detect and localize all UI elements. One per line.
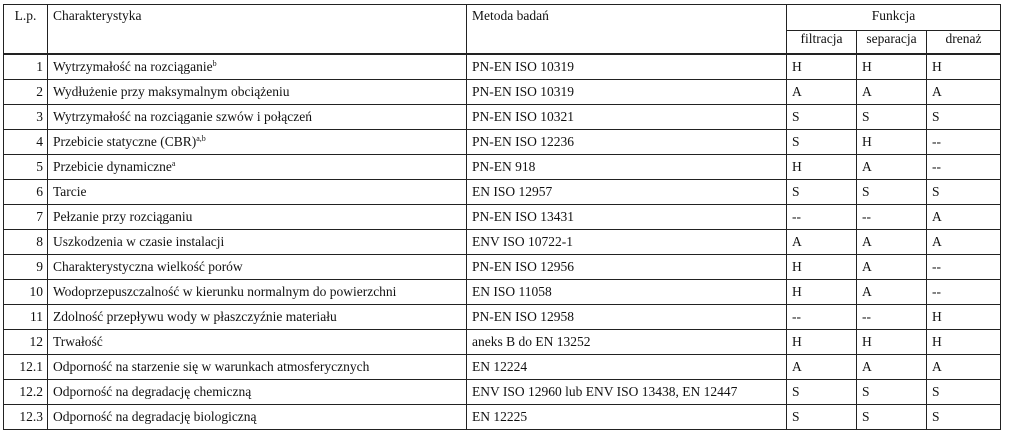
row-function-filtracja: A [787, 80, 857, 105]
row-method: PN-EN ISO 12958 [467, 305, 787, 330]
row-function-filtracja: S [787, 180, 857, 205]
row-function-drenaz: -- [927, 155, 1001, 180]
row-characteristic [48, 180, 467, 205]
header-function: Funkcja [787, 5, 1001, 31]
footnote-marker: a,b [196, 134, 206, 143]
row-function-separacja: S [857, 180, 927, 205]
row-lp: 5 [4, 155, 48, 180]
characteristic-text: Wytrzymałość na rozciąganie szwów i połączeń [53, 109, 312, 124]
row-function-separacja: A [857, 255, 927, 280]
table-row [4, 255, 1001, 280]
characteristic-text: Wytrzymałość na rozciąganie [53, 59, 213, 74]
header-function-filtracja: filtracja [787, 31, 857, 55]
row-characteristic [48, 155, 467, 180]
header-characteristic: Charakterystyka [48, 5, 467, 55]
row-method: PN-EN ISO 10321 [467, 105, 787, 130]
row-function-filtracja: S [787, 130, 857, 155]
row-function-filtracja: H [787, 155, 857, 180]
row-characteristic [48, 205, 467, 230]
header-lp: L.p. [4, 5, 48, 55]
header-method: Metoda badań [467, 5, 787, 55]
row-method: PN-EN 918 [467, 155, 787, 180]
table-row [4, 230, 1001, 255]
row-method: EN ISO 11058 [467, 280, 787, 305]
row-function-separacja: A [857, 355, 927, 380]
row-function-separacja: S [857, 380, 927, 405]
characteristic-text: Odporność na starzenie się w warunkach atmosferycznych [53, 359, 370, 374]
row-function-drenaz: H [927, 330, 1001, 355]
row-function-filtracja: S [787, 105, 857, 130]
row-lp: 4 [4, 130, 48, 155]
row-method: ENV ISO 10722-1 [467, 230, 787, 255]
row-characteristic [48, 405, 467, 430]
table-row [4, 355, 1001, 380]
characteristic-text: Tarcie [53, 184, 87, 199]
row-function-separacja: H [857, 130, 927, 155]
row-lp: 6 [4, 180, 48, 205]
row-method: aneks B do EN 13252 [467, 330, 787, 355]
row-function-separacja: A [857, 80, 927, 105]
row-function-drenaz: -- [927, 280, 1001, 305]
row-method: PN-EN ISO 12236 [467, 130, 787, 155]
row-function-drenaz: S [927, 180, 1001, 205]
row-function-separacja: S [857, 105, 927, 130]
row-function-drenaz: S [927, 405, 1001, 430]
row-function-filtracja: -- [787, 205, 857, 230]
row-characteristic [48, 330, 467, 355]
row-characteristic [48, 130, 467, 155]
footnote-marker: b [212, 59, 217, 68]
characteristic-text: Przebicie statyczne (CBR) [53, 134, 197, 149]
characteristic-text: Przebicie dynamiczne [53, 159, 172, 174]
characteristics-table [3, 4, 1001, 430]
characteristic-text: Odporność na degradację biologiczną [53, 409, 257, 424]
characteristic-text: Zdolność przepływu wody w płaszczyźnie materiału [53, 309, 337, 324]
row-method: EN ISO 12957 [467, 180, 787, 205]
row-function-filtracja: H [787, 280, 857, 305]
row-function-filtracja: H [787, 54, 857, 80]
table-row [4, 205, 1001, 230]
footnote-marker: a [171, 159, 176, 168]
row-function-filtracja: A [787, 355, 857, 380]
row-method: EN 12225 [467, 405, 787, 430]
row-lp: 2 [4, 80, 48, 105]
row-lp: 12.1 [4, 355, 48, 380]
characteristic-text: Odporność na degradację chemiczną [53, 384, 252, 399]
row-function-drenaz: -- [927, 255, 1001, 280]
row-method: PN-EN ISO 12956 [467, 255, 787, 280]
row-lp: 1 [4, 54, 48, 80]
row-characteristic [48, 230, 467, 255]
row-function-drenaz: -- [927, 130, 1001, 155]
row-function-drenaz: A [927, 230, 1001, 255]
row-function-separacja: -- [857, 205, 927, 230]
row-characteristic [48, 305, 467, 330]
row-function-separacja: A [857, 155, 927, 180]
row-function-filtracja: S [787, 405, 857, 430]
row-function-filtracja: A [787, 230, 857, 255]
row-function-separacja: H [857, 54, 927, 80]
row-function-filtracja: H [787, 255, 857, 280]
row-function-separacja: -- [857, 305, 927, 330]
row-function-separacja: H [857, 330, 927, 355]
table-row [4, 405, 1001, 430]
row-function-drenaz: A [927, 205, 1001, 230]
row-lp: 9 [4, 255, 48, 280]
header-function-separacja: separacja [857, 31, 927, 55]
row-method: EN 12224 [467, 355, 787, 380]
header-function-drenaz: drenaż [927, 31, 1001, 55]
row-lp: 12.3 [4, 405, 48, 430]
row-method: PN-EN ISO 10319 [467, 80, 787, 105]
row-function-drenaz: H [927, 54, 1001, 80]
row-method: ENV ISO 12960 lub ENV ISO 13438, EN 12447 [467, 380, 787, 405]
table-row [4, 380, 1001, 405]
row-function-separacja: A [857, 230, 927, 255]
row-lp: 11 [4, 305, 48, 330]
row-lp: 12 [4, 330, 48, 355]
row-characteristic [48, 54, 467, 80]
table-row [4, 180, 1001, 205]
row-characteristic [48, 80, 467, 105]
row-function-drenaz: S [927, 105, 1001, 130]
table-row [4, 305, 1001, 330]
row-function-filtracja: -- [787, 305, 857, 330]
row-function-filtracja: S [787, 380, 857, 405]
row-characteristic [48, 105, 467, 130]
table-row [4, 105, 1001, 130]
table-row [4, 330, 1001, 355]
row-function-separacja: S [857, 405, 927, 430]
row-function-drenaz: A [927, 355, 1001, 380]
row-characteristic [48, 355, 467, 380]
row-characteristic [48, 255, 467, 280]
table-row [4, 130, 1001, 155]
table-row [4, 54, 1001, 80]
characteristic-text: Pełzanie przy rozciąganiu [53, 209, 193, 224]
row-lp: 8 [4, 230, 48, 255]
characteristic-text: Wydłużenie przy maksymalnym obciążeniu [53, 84, 290, 99]
row-lp: 10 [4, 280, 48, 305]
characteristic-text: Wodoprzepuszczalność w kierunku normalnym do powierzchni [53, 284, 397, 299]
characteristic-text: Charakterystyczna wielkość porów [53, 259, 243, 274]
characteristic-text: Uszkodzenia w czasie instalacji [53, 234, 225, 249]
table-header [4, 5, 1001, 55]
table-body [4, 54, 1001, 430]
row-function-drenaz: H [927, 305, 1001, 330]
row-function-drenaz: A [927, 80, 1001, 105]
table-row [4, 155, 1001, 180]
row-lp: 7 [4, 205, 48, 230]
characteristic-text: Trwałość [53, 334, 103, 349]
row-function-drenaz: S [927, 380, 1001, 405]
table-row [4, 280, 1001, 305]
row-method: PN-EN ISO 13431 [467, 205, 787, 230]
row-function-filtracja: H [787, 330, 857, 355]
row-characteristic [48, 380, 467, 405]
row-characteristic [48, 280, 467, 305]
row-lp: 12.2 [4, 380, 48, 405]
row-function-separacja: A [857, 280, 927, 305]
row-method: PN-EN ISO 10319 [467, 54, 787, 80]
row-lp: 3 [4, 105, 48, 130]
table-row [4, 80, 1001, 105]
